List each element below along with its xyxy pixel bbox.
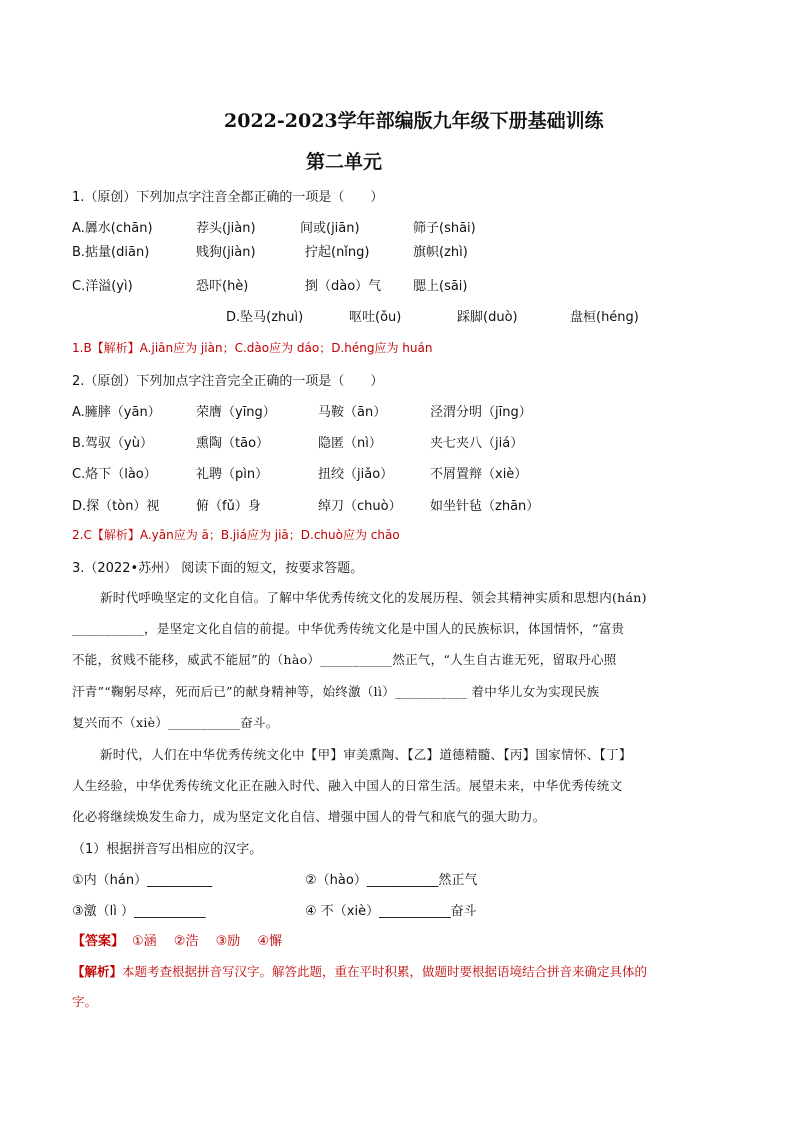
q2-option: 马鞍（ān） — [318, 405, 387, 420]
q2-option: A.臃膟（yān） — [72, 405, 161, 420]
q2-option: 不屑置辩（xiè） — [430, 467, 528, 482]
q2-option: 隐匿（nì） — [318, 436, 382, 451]
q1-option: 恐吓(hè) — [196, 279, 249, 294]
fill-blank: ③激（lì ）___________ — [72, 904, 206, 919]
question-1-answer: 1.B【解析】A.jiān应为 jiàn；C.dào应为 dáo；D.héng应为 huán — [72, 341, 433, 355]
q1-option: 筛子(shāi) — [413, 221, 476, 236]
passage-line: 化必将继续焕发生命力，成为坚定文化自信、增强中国人的骨气和底气的强大助力。 — [72, 809, 546, 824]
fill-blank: ②（hào）___________然正气 — [305, 873, 478, 888]
passage-line: 复兴而不（xiè）___________奋斗。 — [72, 715, 279, 730]
analysis-line — [72, 962, 647, 980]
passage-line: 不能，贫贱不能移，威武不能屈”的（hào）___________然正气，“人生自古谁无死，留取丹心照 — [72, 652, 617, 667]
q2-option: 绰刀（chuò） — [318, 499, 402, 514]
analysis-text-cont: 字。 — [72, 994, 98, 1009]
q2-option: 扭绞（jiǎo） — [318, 467, 394, 482]
fill-blank: ①内（hán）__________ — [72, 873, 213, 888]
answer-text: ①涵 ②浩 ③励 ④懈 — [132, 934, 283, 949]
q2-option: 俯（fǔ）身 — [196, 499, 261, 514]
q2-option: 如坐针毡（zhān） — [430, 499, 540, 514]
q2-option: 泾渭分明（jīng） — [430, 405, 532, 420]
q1-option: 旗帜(zhì) — [413, 245, 468, 260]
q1-option: 荐头(jiàn) — [196, 221, 256, 236]
q2-option: D.探（tòn）视 — [72, 499, 160, 514]
question-2-answer: 2.C【解析】A.yān应为 ā；B.jiá应为 jiā；D.chuò应为 chāo — [72, 528, 400, 542]
q1-option: 盘桓(héng) — [570, 310, 639, 325]
passage-line: 新时代，人们在中华优秀传统文化中【甲】审美熏陶、【乙】道德精髓、【丙】国家情怀、【丁】 — [100, 747, 632, 762]
passage-line: ___________，是坚定文化自信的前提。中华优秀传统文化是中国人的民族标识，体国情怀，“富贵 — [72, 621, 625, 636]
q1-option: 拧起(nǐng) — [305, 245, 370, 260]
passage-line: 新时代呼唤坚定的文化自信。了解中华优秀传统文化的发展历程、领会其精神实质和思想内(hán) — [100, 590, 647, 605]
q1-option: 间或(jiān) — [300, 221, 360, 236]
q1-option: 踩脚(duò) — [457, 310, 518, 325]
q1-option: D.坠马(zhuì) — [226, 310, 304, 325]
q1-option: 捯（dào）气 — [305, 279, 382, 294]
page-subtitle: 第二单元 — [306, 151, 383, 173]
q1-option: 腮上(sāi) — [413, 279, 468, 294]
q1-option: 贱狗(jiàn) — [196, 245, 256, 260]
q1-option: C.洋溢(yì) — [72, 279, 133, 294]
q2-option: C.烙下（lào） — [72, 467, 157, 482]
q2-option: 礼聘（pìn） — [196, 467, 269, 482]
question-1-stem: 1.（原创）下列加点字注音全都正确的一项是（ ） — [72, 190, 384, 205]
question-2-stem: 2.（原创）下列加点字注音完全正确的一项是（ ） — [72, 374, 384, 389]
q1-option: A.羼水(chān) — [72, 221, 153, 236]
answer-tag: 【答案】 — [72, 934, 125, 949]
analysis-tag: 【解析】 — [72, 964, 123, 979]
passage-line: 汗青”“鞠躬尽瘁，死而后已”的献身精神等，始终激（lì）___________ 着中华儿女为实现民族 — [72, 684, 600, 699]
question-3-stem: 3.（2022•苏州） 阅读下面的短文，按要求答题。 — [72, 561, 364, 576]
sub-question-1: （1）根据拼音写出相应的汉字。 — [72, 842, 263, 857]
fill-blank: ④ 不（xiè）___________奋斗 — [305, 904, 477, 919]
answer-line — [72, 930, 282, 949]
q2-option: 熏陶（tāo） — [196, 436, 270, 451]
page-title: 2022-2023学年部编版九年级下册基础训练 — [224, 110, 604, 132]
q2-option: B.驾驭（yù） — [72, 436, 153, 451]
q2-option: 荣膺（yīng） — [196, 405, 276, 420]
passage-line: 人生经验，中华优秀传统文化正在融入时代、融入中国人的日常生活。展望未来，中华优秀传统文 — [72, 778, 623, 793]
q1-option: 呕吐(ǒu) — [349, 310, 402, 325]
analysis-text: 本题考查根据拼音写汉字。解答此题，重在平时积累，做题时要根据语境结合拼音来确定具体的 — [122, 964, 648, 979]
q2-option: 夹七夹八（jiá） — [430, 436, 524, 451]
q1-option: B.掂量(diān) — [72, 245, 150, 260]
